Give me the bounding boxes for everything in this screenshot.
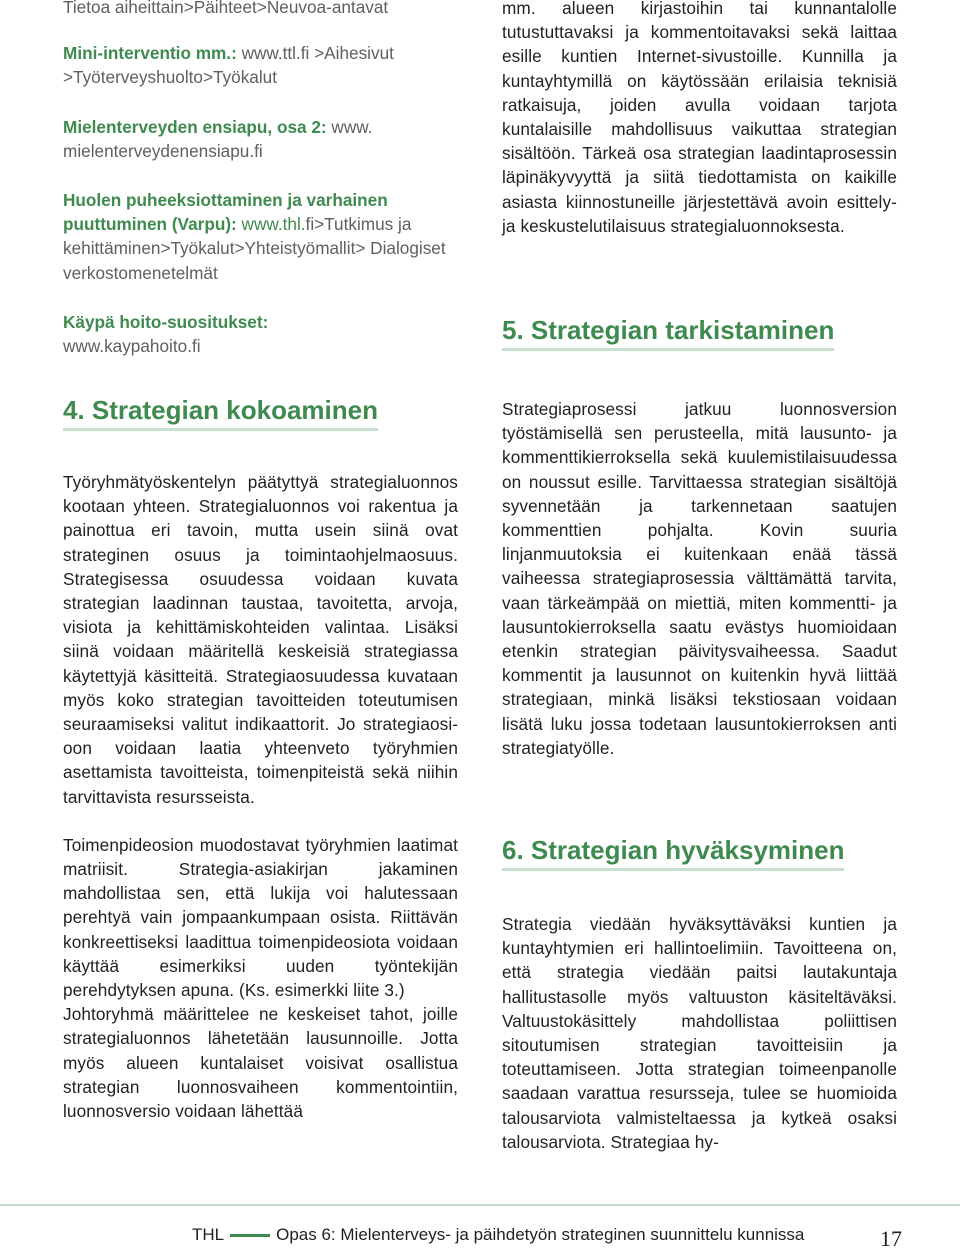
section-6-heading: 6. Strategian hyväksyminen: [502, 834, 844, 871]
resource-item-1: [63, 41, 458, 89]
footer-dash: [230, 1234, 270, 1237]
resource-list: [63, 0, 458, 383]
footer-rule: [0, 1204, 960, 1206]
resource-item-3: [63, 188, 458, 285]
resource-item-2-title: Mielenterveyden ensiapu, osa 2:: [63, 116, 327, 137]
resource-item-1-link[interactable]: www.ttl.fi >Aihesivut >Työterveyshuolto>Työkalut: [63, 43, 394, 88]
section-4-paragraph-3: Johtoryhmä määrittelee ne keskeiset tahot, joille strategialuonnos lähetetään lausunnoille. Jotta myös alueen kuntalaiset voisivat osallistua strategian luonnosvaiheen kommentointiin, luonnosversio voidaan lähettää: [63, 1004, 458, 1122]
resource-item-0: [63, 0, 458, 19]
continuation-paragraph: mm. alueen kirjastoihin tai kunnantalolle tutustuttavaksi ja kommentoitavaksi sekä laittaa esille kuntien Internet-sivustoille. Kunnilla ja kuntayhtymillä on käytössään erilaisia teknisiä ratkaisuja, joiden avulla voidaan tarjota kuntalaisille mahdollisuus vaikuttaa strategian sisältöön. Tärkeä osa strategian laadintaprosessin läpinäkyvyyttä ja siitä tiedottamista on kaikille asiasta kiinnostuneille järjestettävä avoin esittely- ja keskustelutilaisuus strategialuonnoksesta.: [502, 0, 897, 236]
resource-item-3-link-start[interactable]: www.thl.: [236, 214, 306, 235]
resource-item-4-title: Käypä hoito-suositukset:: [63, 311, 269, 332]
resource-item-3-title: Huolen puheeksiottaminen ja varhainen puuttuminen (Varpu):: [63, 190, 388, 235]
footer-title: Opas 6: Mielenterveys- ja päihdetyön strateginen suunnittelu kunnissa: [276, 1225, 805, 1244]
section-5-heading: 5. Strategian tarkistaminen: [502, 314, 834, 351]
right-column-top: [502, 0, 897, 238]
section-4: [63, 394, 458, 1123]
section-4-paragraph-2: Toimenpideosion muodostavat työryhmien laatimat matriisit. Strategia-asiakirjan jakaminen mahdollistaa sen, että lukija voi halutessaan perehtyä vain jompaankumpaan osista. Riittävän konkreettiseksi laadittua toimenpideosiota voidaan käyttää esimerkiksi uuden työntekijän perehdytyksen apuna. (Ks. esimerkki liite 3.): [63, 834, 458, 1001]
section-6: [502, 834, 897, 1154]
footer: [192, 1224, 804, 1246]
footer-org: THL: [192, 1225, 225, 1244]
resource-item-3-link[interactable]: fi>Tutkimus ja kehittäminen>Työkalut>Yhteistyömallit> Dialogiset verkostomenetelmät: [63, 214, 446, 283]
section-5-paragraph: Strategiaprosessi jatkuu luonnosversion työstämisellä sen perusteella, mitä lausunto- ja kommenttikierroksella sekä kuulemistilaisuudessa on noussut esille. Tarvittaessa strategian sisältöjä syvennetään ja tarkennetaan saatujen kommenttien pohjalta. Kovin suuria linjanmuutoksia ei kuitenkaan enää tässä vaiheessa strategiaprosessia välttämättä tarvita, vaan tärkeämpää on miettiä, miten kommentti- ja lausuntokierroksella saatu evästys huomioidaan etenkin strategian päivitysvaiheessa. Saadut kommentit ja lausunnot on kuitenkin hyvä liittää strategiaan, minkä lisäksi tekstiosaan voidaan lisätä luku jossa todetaan lausuntokierroksen anti strategiatyölle.: [502, 399, 897, 758]
resource-item-0-text: Tietoa aiheittain>Päihteet>Neuvoa-antavat: [63, 0, 389, 17]
resource-item-1-title: Mini-interventio mm.:: [63, 43, 237, 64]
section-5: [502, 314, 897, 760]
resource-item-2: [63, 115, 458, 163]
resource-item-2-link[interactable]: www. mielenterveydenensiapu.fi: [63, 116, 373, 161]
section-4-paragraph-1: Työryhmätyöskentelyn päätyttyä strategialuonnos kootaan yhteen. Strategialuonnos voi rakentua ja painottua eri tavoin, mutta usein siinä ovat strateginen osuus ja toimintaohjelmaosuus. Strategisessa osuudessa voidaan kuvata strategian laadinnan taustaa, tavoitetta, arvoja, visiota ja kehittämiskohteiden valintaa. Lisäksi siinä voidaan määritellä keskeisiä strategiassa käytettyjä käsitteitä. Strategiaosuudessa kuvataan myös koko strategian tavoitteiden toteutumisen seuraamiseksi valitut indikaattorit. Jo strategiaosioon voidaan laatia yhteenveto työryhmien asettamista tavoitteista, toimenpiteistä sekä niihin tarvittavista resursseista.: [63, 472, 458, 807]
section-6-paragraph: Strategia viedään hyväksyttäväksi kuntien ja kuntayhtymien eri hallintoelimiin. Tavoitteena on, että strategia viedään paitsi lautakuntaja hallitustasolle myös valtuuston käsiteltäväksi. Valtuustokäsittely mahdollistaa poliittisen sitoutumisen strategian tavoitteisiin ja toteuttamiseen. Jotta strategian toimeenpanolle saadaan varattua resursseja, tulee se huomioida talousarviota valmisteltaessa ja kytkeä osaksi talousarviota. Strategiaa hy-: [502, 914, 897, 1152]
section-4-heading: 4. Strategian kokoaminen: [63, 394, 378, 431]
resource-item-4: [63, 310, 458, 358]
resource-item-4-link[interactable]: www.kaypahoito.fi: [63, 336, 201, 357]
page-number: 17: [880, 1226, 902, 1251]
